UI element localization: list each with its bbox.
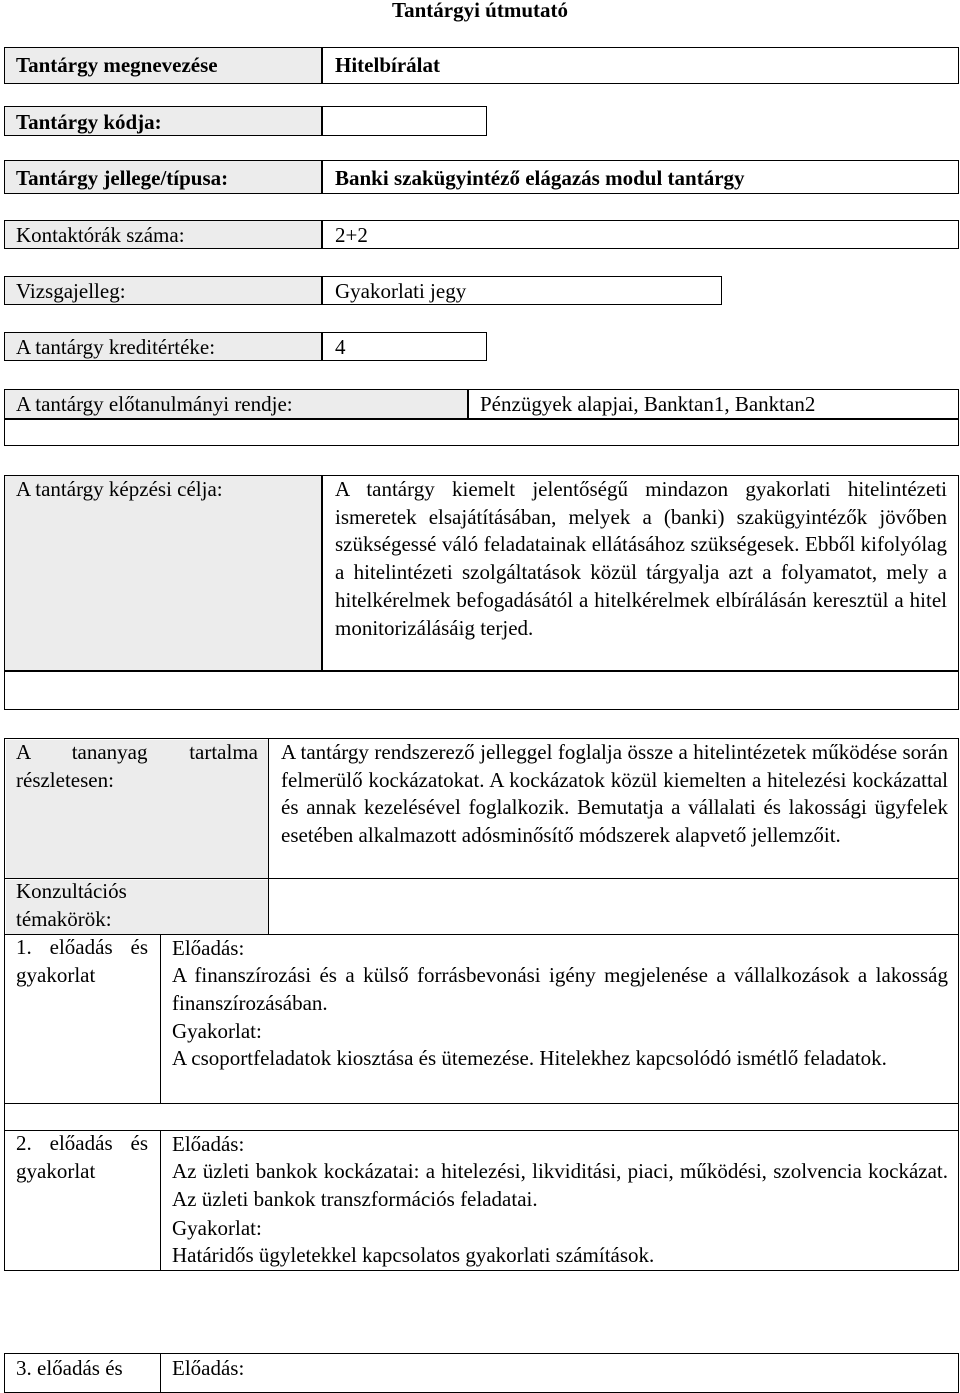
exam-value: Gyakorlati jegy	[335, 279, 467, 303]
hours-value: 2+2	[335, 223, 368, 247]
session1-bottom-line	[4, 1103, 959, 1104]
prereq-label: A tantárgy előtanulmányi rendje:	[16, 392, 293, 416]
type-value: Banki szakügyintéző elágazás modul tantárgy	[335, 166, 745, 190]
session2-practice-text: Határidős ügyletekkel kapcsolatos gyakorlati számítások.	[172, 1243, 655, 1267]
name-value: Hitelbírálat	[335, 53, 440, 77]
content-label: A tananyag tartalma részletesen:	[16, 740, 258, 792]
credit-label: A tantárgy kreditértéke:	[16, 335, 216, 359]
code-label: Tantárgy kódja:	[16, 110, 162, 134]
session2-label: 2. előadás és gyakorlat	[16, 1131, 148, 1183]
goal-label: A tantárgy képzési célja:	[16, 477, 223, 501]
credit-value-cell	[322, 332, 487, 361]
session1-lecture-text: A finanszírozási és a külső forrásbevonási igény megjelenése a vállalkozások a lakosság finanszírozásában.	[172, 963, 948, 1015]
session1-practice-label: Gyakorlat:	[172, 1019, 262, 1043]
session3-divider	[160, 1353, 161, 1393]
goal-label-cell	[4, 475, 322, 671]
session2-lecture-label: Előadás:	[172, 1132, 245, 1156]
content-divider	[268, 738, 269, 878]
session3-lecture-label: Előadás:	[172, 1356, 245, 1380]
session2-practice-label: Gyakorlat:	[172, 1216, 262, 1240]
session1-lecture-label: Előadás:	[172, 936, 245, 960]
session2-lecture-text: Az üzleti bankok kockázatai: a hitelezési, likviditási, piaci, működési, szolvencia kockázat. Az üzleti bankok transzformációs feladatai.	[172, 1159, 948, 1211]
session2-divider	[160, 1130, 161, 1271]
exam-label: Vizsgajelleg:	[16, 279, 126, 303]
session3-table	[4, 1353, 959, 1393]
prereq-empty-row	[4, 419, 959, 446]
prereq-value: Pénzügyek alapjai, Banktan1, Banktan2	[480, 392, 816, 416]
goal-text: A tantárgy kiemelt jelentőségű mindazon gyakorlati hitelintézeti ismeretek elsajátításában, melyek a (banki) szakügyintézők jövőben szükségessé váló feladatainak ellátásához szükségesek. Ebből kifolyólag a hitelintézeti szolgáltatások közül tárgyalja azt a folyamatot, mely a hitelkérelmek befogadásától a hitelkérelmek elbírálásán keresztül a hitel monitorizálásáig terjed.	[335, 477, 947, 640]
credit-value: 4	[335, 335, 346, 359]
code-value-cell	[322, 106, 487, 136]
page-title: Tantárgyi útmutató	[392, 0, 568, 22]
hours-value-cell	[322, 220, 959, 249]
hours-label: Kontaktórák száma:	[16, 223, 185, 247]
consult-label: Konzultációs témakörök:	[16, 879, 127, 931]
session3-label: 3. előadás és	[16, 1356, 123, 1380]
name-label: Tantárgy megnevezése	[16, 53, 218, 77]
type-label: Tantárgy jellege/típusa:	[16, 166, 229, 190]
goal-empty-row	[4, 671, 959, 710]
session1-label: 1. előadás és gyakorlat	[16, 935, 148, 987]
session1-practice-text: A csoportfeladatok kiosztása és ütemezése. Hitelekhez kapcsolódó ismétlő feladatok.	[172, 1046, 887, 1070]
session1-divider	[160, 934, 161, 1104]
consult-divider	[268, 878, 269, 934]
content-text: A tantárgy rendszerező jelleggel foglalja össze a hitelintézetek működése során felmerülő kockázatokat. A kockázatok közül kiemelten a hitelezési kockázattal és annak kezelésével foglalkozik. Bemutatja a vállalati és lakossági ügyfelek esetében alkalmazott adósminősítő módszerek alapvető jellemzőit.	[281, 740, 948, 848]
